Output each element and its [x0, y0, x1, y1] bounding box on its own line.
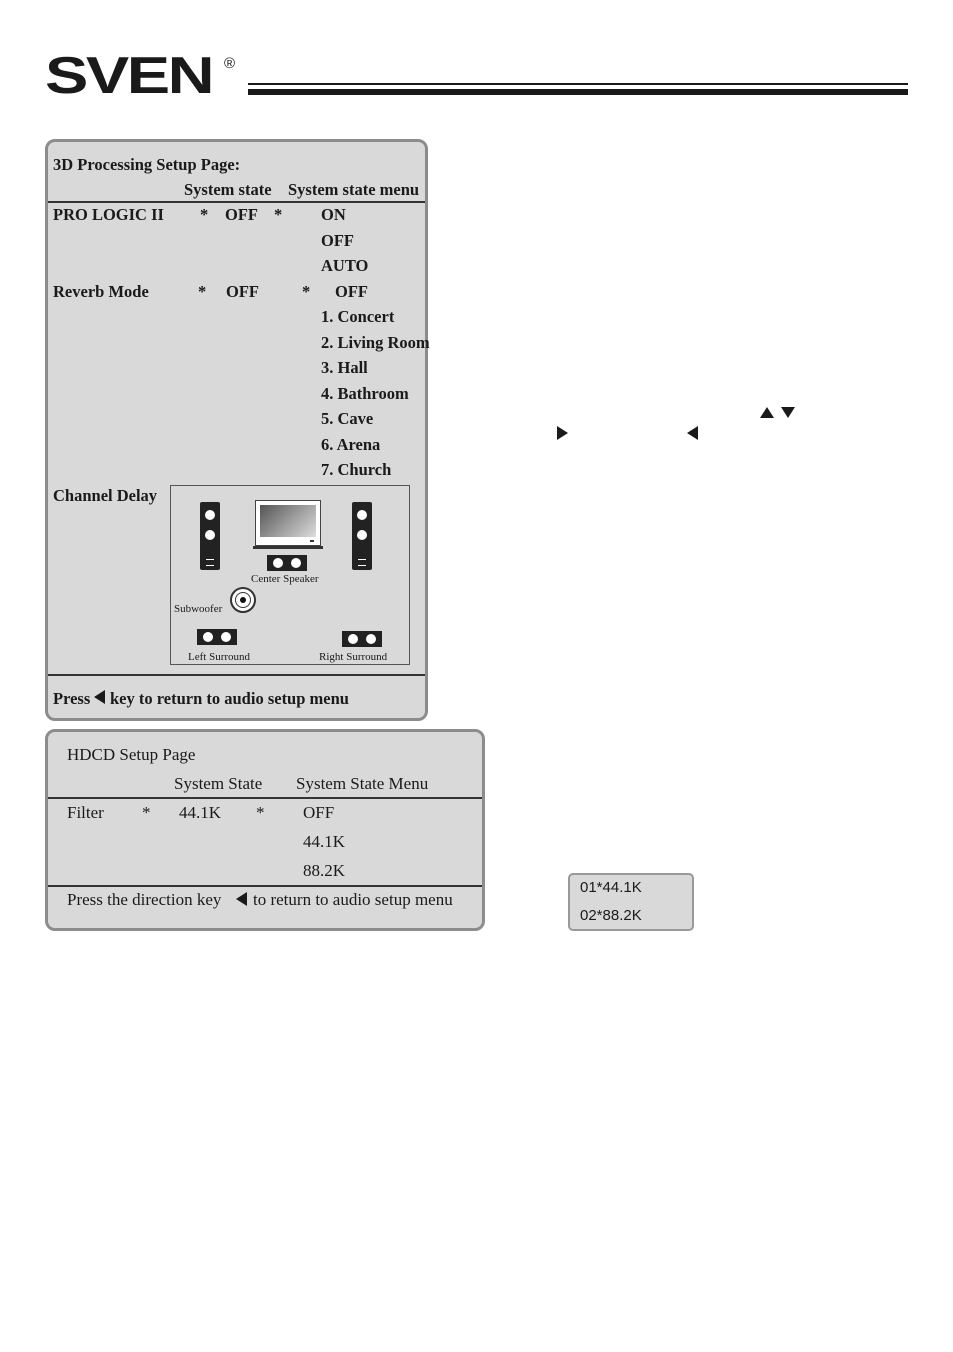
up-arrow-icon	[760, 407, 774, 418]
channel-delay-label: Channel Delay	[53, 486, 158, 505]
reverb-option: 3. Hall	[321, 358, 368, 377]
hdcd-footer-divider	[48, 885, 482, 887]
filter-option: 88.2K	[303, 861, 346, 880]
display-line: 01*44.1K	[580, 879, 642, 896]
tv-icon	[255, 500, 321, 546]
speaker-layout-diagram	[170, 485, 410, 665]
registered-mark: ®	[224, 55, 236, 72]
processing-footer-divider	[48, 674, 425, 676]
pro-logic-label: PRO LOGIC II	[53, 205, 164, 224]
reverb-star-menu: *	[302, 282, 311, 301]
header-rule-thin	[248, 83, 908, 85]
reverb-star-state: *	[198, 282, 207, 301]
left-surround-speaker-icon	[197, 629, 237, 645]
left-arrow-icon	[687, 426, 698, 440]
brand-logo: SVEN	[45, 47, 213, 105]
filter-star-state: *	[142, 803, 151, 822]
processing-footer-press: Press	[53, 689, 91, 708]
processing-header-divider	[48, 201, 425, 203]
pro-logic-option: ON	[321, 205, 346, 224]
reverb-label: Reverb Mode	[53, 282, 149, 301]
hdcd-footer-text: to return to audio setup menu	[253, 890, 453, 909]
reverb-option: OFF	[335, 282, 368, 301]
filter-star-menu: *	[256, 803, 265, 822]
left-arrow-icon	[94, 690, 105, 704]
down-arrow-icon	[781, 407, 795, 418]
right-surround-speaker-icon	[342, 631, 382, 647]
pro-logic-option: AUTO	[321, 256, 369, 275]
right-arrow-icon	[557, 426, 568, 440]
front-right-speaker-icon	[352, 502, 372, 570]
center-speaker-icon	[267, 555, 307, 571]
reverb-option: 4. Bathroom	[321, 384, 409, 403]
reverb-option: 7. Church	[321, 460, 392, 479]
pro-logic-star-state: *	[200, 205, 209, 224]
hdcd-page-title: HDCD Setup Page	[67, 745, 196, 764]
filter-state: 44.1K	[179, 803, 222, 822]
pro-logic-star-menu: *	[274, 205, 283, 224]
pro-logic-state: OFF	[225, 205, 258, 224]
reverb-option: 1. Concert	[321, 307, 395, 326]
filter-label: Filter	[67, 803, 104, 822]
processing-col-menu: System state menu	[288, 180, 420, 199]
hdcd-header-divider	[48, 797, 482, 799]
display-line: 02*88.2K	[580, 907, 642, 924]
hdcd-footer-press: Press the direction key	[67, 890, 222, 909]
processing-footer-text: key to return to audio setup menu	[110, 689, 349, 708]
reverb-state: OFF	[226, 282, 259, 301]
header-rule-thick	[248, 89, 908, 95]
reverb-option: 6. Arena	[321, 435, 381, 454]
right-surround-label: Right Surround	[319, 651, 388, 663]
filter-option: OFF	[303, 803, 335, 822]
pro-logic-option: OFF	[321, 231, 354, 250]
processing-page-title: 3D Processing Setup Page:	[53, 155, 241, 174]
reverb-option: 5. Cave	[321, 409, 374, 428]
left-arrow-icon	[236, 892, 247, 906]
reverb-option: 2. Living Room	[321, 333, 430, 352]
front-left-speaker-icon	[200, 502, 220, 570]
center-speaker-label: Center Speaker	[251, 573, 319, 585]
subwoofer-icon	[230, 587, 256, 613]
hdcd-col-menu: System State Menu	[296, 774, 429, 793]
left-surround-label: Left Surround	[188, 651, 251, 663]
filter-option: 44.1K	[303, 832, 346, 851]
subwoofer-label: Subwoofer	[174, 603, 223, 615]
processing-col-state: System state	[184, 180, 272, 199]
hdcd-col-state: System State	[174, 774, 263, 793]
